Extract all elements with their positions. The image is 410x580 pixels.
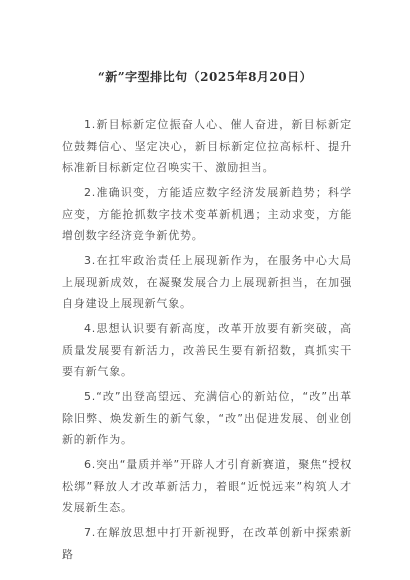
document-body xyxy=(62,114,352,569)
paragraph-7: 7.在解放思想中打开新视野，在改革创新中探索新路 xyxy=(62,526,352,561)
paragraph-2: 2.准确识变，方能适应数字经济发展新趋势；科学应变，方能抢抓数字技术变革新机遇；主动求变，方能增创数字经济竞争新优势。 xyxy=(62,186,352,242)
paragraph-1: 1.新目标新定位振奋人心、催人奋进，新目标新定位鼓舞信心、坚定决心，新目标新定位拉高标杆、提升标准新目标新定位召唤实干、激励担当。 xyxy=(62,118,352,174)
paragraph-6: 6.突出“量质并举”开辟人才引育新赛道，聚焦“授权松绑”释放人才改革新活力，着眼“近悦远来”构筑人才发展新生态。 xyxy=(62,458,352,514)
paragraph-4: 4.思想认识要有新高度，改革开放要有新突破，高质量发展要有新活力，改善民生要有新招数，真抓实干要有新气象。 xyxy=(62,322,352,378)
document-title: “新”字型排比句（2025年8月20日） xyxy=(97,70,313,84)
paragraph-5: 5.“改”出登高望远、充满信心的新站位，“改”出革除旧弊、焕发新生的新气象，“改”出促进发展、创业创新的新作为。 xyxy=(62,390,352,446)
paragraph-3: 3.在扛牢政治责任上展现新作为，在服务中心大局上展现新成效，在凝聚发展合力上展现新担当，在加强自身建设上展现新气象。 xyxy=(62,254,352,310)
